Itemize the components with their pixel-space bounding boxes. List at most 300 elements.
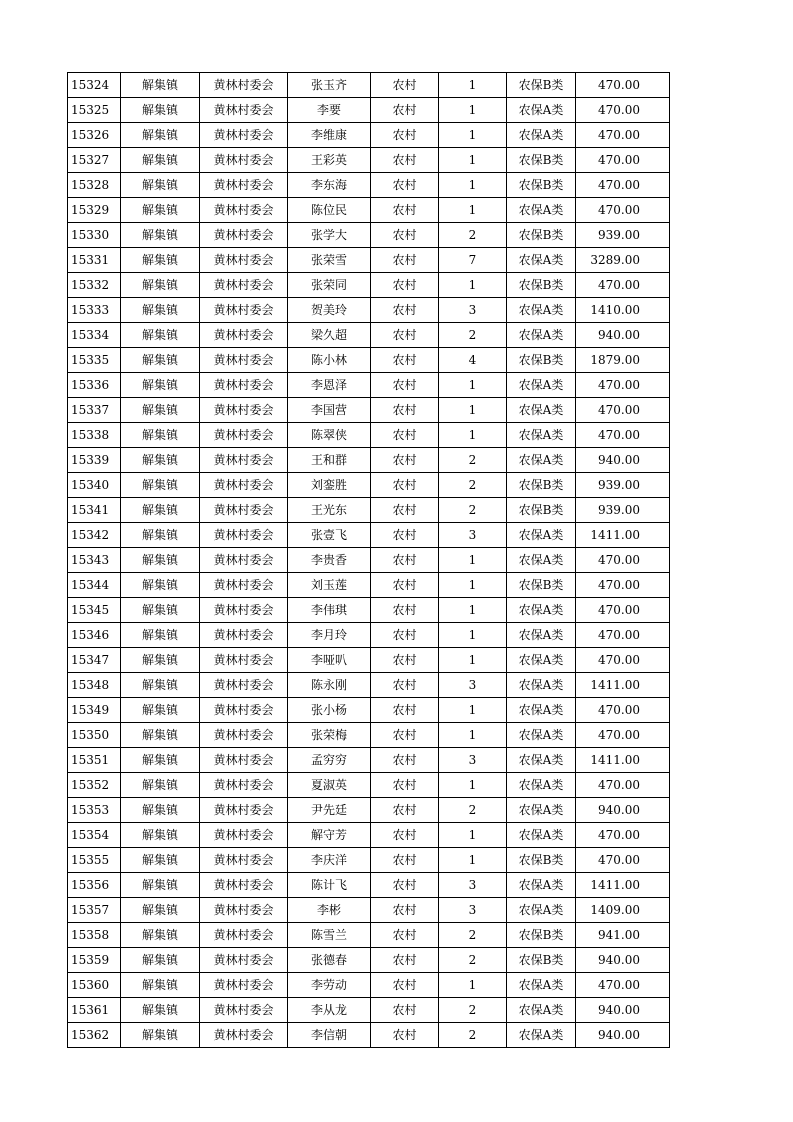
amount-cell: 470.00 (576, 198, 670, 223)
record-id-cell: 15334 (68, 323, 121, 348)
town-name-cell: 解集镇 (121, 98, 200, 123)
amount-cell: 939.00 (576, 498, 670, 523)
person-name-cell: 李庆洋 (288, 848, 371, 873)
area-type-cell: 农村 (371, 798, 439, 823)
insurance-category-cell: 农保A类 (507, 748, 576, 773)
record-id-cell: 15352 (68, 773, 121, 798)
person-name-cell: 李从龙 (288, 998, 371, 1023)
village-committee-cell: 黄林村委会 (200, 873, 288, 898)
household-count-cell: 1 (439, 823, 507, 848)
village-committee-cell: 黄林村委会 (200, 73, 288, 98)
amount-cell: 941.00 (576, 923, 670, 948)
village-committee-cell: 黄林村委会 (200, 473, 288, 498)
town-name-cell: 解集镇 (121, 673, 200, 698)
village-committee-cell: 黄林村委会 (200, 298, 288, 323)
village-committee-cell: 黄林村委会 (200, 423, 288, 448)
town-name-cell: 解集镇 (121, 348, 200, 373)
town-name-cell: 解集镇 (121, 198, 200, 223)
person-name-cell: 张小杨 (288, 698, 371, 723)
amount-cell: 940.00 (576, 323, 670, 348)
amount-cell: 1410.00 (576, 298, 670, 323)
record-id-cell: 15329 (68, 198, 121, 223)
area-type-cell: 农村 (371, 748, 439, 773)
household-count-cell: 2 (439, 498, 507, 523)
person-name-cell: 李哑叭 (288, 648, 371, 673)
insurance-category-cell: 农保A类 (507, 998, 576, 1023)
person-name-cell: 刘銮胜 (288, 473, 371, 498)
insurance-category-cell: 农保A类 (507, 773, 576, 798)
table-row (68, 423, 670, 448)
amount-cell: 1411.00 (576, 673, 670, 698)
household-count-cell: 2 (439, 948, 507, 973)
household-count-cell: 1 (439, 723, 507, 748)
town-name-cell: 解集镇 (121, 848, 200, 873)
household-count-cell: 1 (439, 848, 507, 873)
household-count-cell: 7 (439, 248, 507, 273)
town-name-cell: 解集镇 (121, 223, 200, 248)
insurance-category-cell: 农保A类 (507, 873, 576, 898)
household-count-cell: 3 (439, 298, 507, 323)
table-row (68, 448, 670, 473)
person-name-cell: 张荣雪 (288, 248, 371, 273)
village-committee-cell: 黄林村委会 (200, 548, 288, 573)
person-name-cell: 王光东 (288, 498, 371, 523)
amount-cell: 470.00 (576, 398, 670, 423)
town-name-cell: 解集镇 (121, 498, 200, 523)
person-name-cell: 张荣同 (288, 273, 371, 298)
insurance-category-cell: 农保A类 (507, 123, 576, 148)
village-committee-cell: 黄林村委会 (200, 448, 288, 473)
village-committee-cell: 黄林村委会 (200, 573, 288, 598)
village-committee-cell: 黄林村委会 (200, 148, 288, 173)
household-count-cell: 1 (439, 973, 507, 998)
area-type-cell: 农村 (371, 698, 439, 723)
person-name-cell: 李东海 (288, 173, 371, 198)
insurance-category-cell: 农保B类 (507, 148, 576, 173)
table-row (68, 998, 670, 1023)
insurance-category-cell: 农保A类 (507, 523, 576, 548)
area-type-cell: 农村 (371, 423, 439, 448)
village-committee-cell: 黄林村委会 (200, 373, 288, 398)
person-name-cell: 解守芳 (288, 823, 371, 848)
insurance-category-cell: 农保A类 (507, 248, 576, 273)
amount-cell: 470.00 (576, 73, 670, 98)
village-committee-cell: 黄林村委会 (200, 623, 288, 648)
town-name-cell: 解集镇 (121, 623, 200, 648)
person-name-cell: 贺美玲 (288, 298, 371, 323)
amount-cell: 940.00 (576, 948, 670, 973)
village-committee-cell: 黄林村委会 (200, 898, 288, 923)
record-id-cell: 15344 (68, 573, 121, 598)
town-name-cell: 解集镇 (121, 573, 200, 598)
table-row (68, 873, 670, 898)
area-type-cell: 农村 (371, 73, 439, 98)
table-row (68, 648, 670, 673)
person-name-cell: 李要 (288, 98, 371, 123)
insurance-category-cell: 农保A类 (507, 723, 576, 748)
town-name-cell: 解集镇 (121, 898, 200, 923)
record-id-cell: 15357 (68, 898, 121, 923)
amount-cell: 939.00 (576, 223, 670, 248)
table-row (68, 698, 670, 723)
area-type-cell: 农村 (371, 223, 439, 248)
insurance-category-cell: 农保B类 (507, 923, 576, 948)
village-committee-cell: 黄林村委会 (200, 723, 288, 748)
amount-cell: 470.00 (576, 573, 670, 598)
amount-cell: 470.00 (576, 548, 670, 573)
village-committee-cell: 黄林村委会 (200, 748, 288, 773)
table-row (68, 398, 670, 423)
record-id-cell: 15348 (68, 673, 121, 698)
table-row (68, 198, 670, 223)
amount-cell: 1411.00 (576, 873, 670, 898)
area-type-cell: 农村 (371, 98, 439, 123)
insurance-category-cell: 农保A类 (507, 698, 576, 723)
table-row (68, 473, 670, 498)
record-id-cell: 15341 (68, 498, 121, 523)
household-count-cell: 1 (439, 398, 507, 423)
area-type-cell: 农村 (371, 848, 439, 873)
area-type-cell: 农村 (371, 273, 439, 298)
household-count-cell: 3 (439, 748, 507, 773)
household-count-cell: 1 (439, 98, 507, 123)
town-name-cell: 解集镇 (121, 973, 200, 998)
amount-cell: 470.00 (576, 773, 670, 798)
insurance-category-cell: 农保B类 (507, 273, 576, 298)
table-row (68, 323, 670, 348)
record-id-cell: 15356 (68, 873, 121, 898)
record-id-cell: 15343 (68, 548, 121, 573)
record-id-cell: 15340 (68, 473, 121, 498)
insurance-category-cell: 农保A类 (507, 823, 576, 848)
area-type-cell: 农村 (371, 973, 439, 998)
town-name-cell: 解集镇 (121, 748, 200, 773)
village-committee-cell: 黄林村委会 (200, 98, 288, 123)
record-id-cell: 15324 (68, 73, 121, 98)
amount-cell: 1409.00 (576, 898, 670, 923)
amount-cell: 470.00 (576, 698, 670, 723)
table-row (68, 223, 670, 248)
household-count-cell: 1 (439, 698, 507, 723)
area-type-cell: 农村 (371, 673, 439, 698)
household-count-cell: 4 (439, 348, 507, 373)
town-name-cell: 解集镇 (121, 523, 200, 548)
village-committee-cell: 黄林村委会 (200, 223, 288, 248)
town-name-cell: 解集镇 (121, 948, 200, 973)
town-name-cell: 解集镇 (121, 723, 200, 748)
town-name-cell: 解集镇 (121, 148, 200, 173)
household-count-cell: 1 (439, 73, 507, 98)
household-count-cell: 1 (439, 773, 507, 798)
area-type-cell: 农村 (371, 298, 439, 323)
household-count-cell: 1 (439, 173, 507, 198)
town-name-cell: 解集镇 (121, 698, 200, 723)
household-count-cell: 2 (439, 1023, 507, 1048)
household-count-cell: 2 (439, 998, 507, 1023)
record-id-cell: 15355 (68, 848, 121, 873)
insurance-category-cell: 农保B类 (507, 473, 576, 498)
area-type-cell: 农村 (371, 198, 439, 223)
town-name-cell: 解集镇 (121, 173, 200, 198)
record-id-cell: 15338 (68, 423, 121, 448)
area-type-cell: 农村 (371, 648, 439, 673)
household-count-cell: 1 (439, 623, 507, 648)
household-count-cell: 1 (439, 273, 507, 298)
area-type-cell: 农村 (371, 898, 439, 923)
record-id-cell: 15339 (68, 448, 121, 473)
insurance-category-cell: 农保A类 (507, 373, 576, 398)
village-committee-cell: 黄林村委会 (200, 273, 288, 298)
area-type-cell: 农村 (371, 948, 439, 973)
table-row (68, 573, 670, 598)
area-type-cell: 农村 (371, 348, 439, 373)
area-type-cell: 农村 (371, 923, 439, 948)
village-committee-cell: 黄林村委会 (200, 823, 288, 848)
area-type-cell: 农村 (371, 123, 439, 148)
record-id-cell: 15349 (68, 698, 121, 723)
insurance-category-cell: 农保A类 (507, 973, 576, 998)
table-row (68, 298, 670, 323)
amount-cell: 470.00 (576, 648, 670, 673)
amount-cell: 1411.00 (576, 523, 670, 548)
village-committee-cell: 黄林村委会 (200, 1023, 288, 1048)
person-name-cell: 陈位民 (288, 198, 371, 223)
town-name-cell: 解集镇 (121, 998, 200, 1023)
record-id-cell: 15335 (68, 348, 121, 373)
record-id-cell: 15330 (68, 223, 121, 248)
village-committee-cell: 黄林村委会 (200, 323, 288, 348)
record-id-cell: 15347 (68, 648, 121, 673)
table-row (68, 273, 670, 298)
amount-cell: 940.00 (576, 998, 670, 1023)
person-name-cell: 张德春 (288, 948, 371, 973)
household-count-cell: 3 (439, 898, 507, 923)
table-row (68, 898, 670, 923)
record-id-cell: 15325 (68, 98, 121, 123)
table-row (68, 148, 670, 173)
table-row (68, 248, 670, 273)
person-name-cell: 李国营 (288, 398, 371, 423)
amount-cell: 470.00 (576, 723, 670, 748)
area-type-cell: 农村 (371, 623, 439, 648)
household-count-cell: 1 (439, 423, 507, 448)
insurance-category-cell: 农保B类 (507, 348, 576, 373)
table-row (68, 98, 670, 123)
town-name-cell: 解集镇 (121, 648, 200, 673)
village-committee-cell: 黄林村委会 (200, 948, 288, 973)
person-name-cell: 李劳动 (288, 973, 371, 998)
person-name-cell: 孟穷穷 (288, 748, 371, 773)
area-type-cell: 农村 (371, 573, 439, 598)
area-type-cell: 农村 (371, 523, 439, 548)
insurance-category-cell: 农保A类 (507, 548, 576, 573)
town-name-cell: 解集镇 (121, 423, 200, 448)
insurance-category-cell: 农保B类 (507, 948, 576, 973)
household-count-cell: 2 (439, 223, 507, 248)
household-count-cell: 2 (439, 473, 507, 498)
insurance-category-cell: 农保A类 (507, 448, 576, 473)
insurance-category-cell: 农保A类 (507, 423, 576, 448)
village-committee-cell: 黄林村委会 (200, 173, 288, 198)
insurance-category-cell: 农保A类 (507, 648, 576, 673)
village-committee-cell: 黄林村委会 (200, 998, 288, 1023)
household-count-cell: 1 (439, 198, 507, 223)
table-row (68, 548, 670, 573)
person-name-cell: 李月玲 (288, 623, 371, 648)
record-id-cell: 15353 (68, 798, 121, 823)
town-name-cell: 解集镇 (121, 448, 200, 473)
insurance-category-cell: 农保B类 (507, 223, 576, 248)
table-row (68, 773, 670, 798)
town-name-cell: 解集镇 (121, 598, 200, 623)
insurance-category-cell: 农保A类 (507, 98, 576, 123)
table-row (68, 973, 670, 998)
record-id-cell: 15361 (68, 998, 121, 1023)
household-count-cell: 2 (439, 923, 507, 948)
household-count-cell: 2 (439, 798, 507, 823)
record-id-cell: 15351 (68, 748, 121, 773)
town-name-cell: 解集镇 (121, 273, 200, 298)
village-committee-cell: 黄林村委会 (200, 973, 288, 998)
village-committee-cell: 黄林村委会 (200, 123, 288, 148)
town-name-cell: 解集镇 (121, 373, 200, 398)
person-name-cell: 陈小林 (288, 348, 371, 373)
area-type-cell: 农村 (371, 248, 439, 273)
insurance-category-cell: 农保A类 (507, 623, 576, 648)
amount-cell: 470.00 (576, 623, 670, 648)
town-name-cell: 解集镇 (121, 1023, 200, 1048)
record-id-cell: 15332 (68, 273, 121, 298)
table-row (68, 73, 670, 98)
amount-cell: 470.00 (576, 973, 670, 998)
insurance-category-cell: 农保A类 (507, 323, 576, 348)
area-type-cell: 农村 (371, 498, 439, 523)
village-committee-cell: 黄林村委会 (200, 198, 288, 223)
household-count-cell: 1 (439, 373, 507, 398)
person-name-cell: 梁久超 (288, 323, 371, 348)
insurance-category-cell: 农保A类 (507, 1023, 576, 1048)
village-committee-cell: 黄林村委会 (200, 648, 288, 673)
household-count-cell: 1 (439, 548, 507, 573)
town-name-cell: 解集镇 (121, 73, 200, 98)
area-type-cell: 农村 (371, 773, 439, 798)
amount-cell: 470.00 (576, 123, 670, 148)
household-count-cell: 3 (439, 673, 507, 698)
village-committee-cell: 黄林村委会 (200, 248, 288, 273)
town-name-cell: 解集镇 (121, 473, 200, 498)
area-type-cell: 农村 (371, 373, 439, 398)
area-type-cell: 农村 (371, 173, 439, 198)
village-committee-cell: 黄林村委会 (200, 398, 288, 423)
record-id-cell: 15336 (68, 373, 121, 398)
table-row (68, 598, 670, 623)
insurance-category-cell: 农保A类 (507, 798, 576, 823)
household-count-cell: 1 (439, 648, 507, 673)
table-row (68, 948, 670, 973)
record-id-cell: 15362 (68, 1023, 121, 1048)
insurance-category-cell: 农保A类 (507, 898, 576, 923)
table-row (68, 1023, 670, 1048)
area-type-cell: 农村 (371, 873, 439, 898)
record-id-cell: 15360 (68, 973, 121, 998)
town-name-cell: 解集镇 (121, 773, 200, 798)
table-row (68, 723, 670, 748)
amount-cell: 470.00 (576, 848, 670, 873)
record-id-cell: 15326 (68, 123, 121, 148)
area-type-cell: 农村 (371, 1023, 439, 1048)
town-name-cell: 解集镇 (121, 323, 200, 348)
person-name-cell: 夏淑英 (288, 773, 371, 798)
person-name-cell: 尹先廷 (288, 798, 371, 823)
table-body (68, 73, 670, 1048)
household-count-cell: 1 (439, 123, 507, 148)
village-committee-cell: 黄林村委会 (200, 923, 288, 948)
village-committee-cell: 黄林村委会 (200, 348, 288, 373)
town-name-cell: 解集镇 (121, 398, 200, 423)
table-row (68, 623, 670, 648)
household-count-cell: 1 (439, 148, 507, 173)
person-name-cell: 李信朝 (288, 1023, 371, 1048)
insurance-category-cell: 农保A类 (507, 673, 576, 698)
town-name-cell: 解集镇 (121, 873, 200, 898)
record-id-cell: 15342 (68, 523, 121, 548)
table-row (68, 798, 670, 823)
insurance-category-cell: 农保A类 (507, 598, 576, 623)
amount-cell: 470.00 (576, 423, 670, 448)
person-name-cell: 陈雪兰 (288, 923, 371, 948)
area-type-cell: 农村 (371, 598, 439, 623)
household-count-cell: 2 (439, 323, 507, 348)
household-count-cell: 1 (439, 598, 507, 623)
amount-cell: 1879.00 (576, 348, 670, 373)
record-id-cell: 15327 (68, 148, 121, 173)
table-row (68, 673, 670, 698)
insurance-category-cell: 农保B类 (507, 573, 576, 598)
insurance-category-cell: 农保B类 (507, 498, 576, 523)
town-name-cell: 解集镇 (121, 548, 200, 573)
amount-cell: 470.00 (576, 148, 670, 173)
record-id-cell: 15358 (68, 923, 121, 948)
village-committee-cell: 黄林村委会 (200, 798, 288, 823)
insurance-category-cell: 农保A类 (507, 298, 576, 323)
person-name-cell: 陈计飞 (288, 873, 371, 898)
household-count-cell: 3 (439, 873, 507, 898)
person-name-cell: 李伟琪 (288, 598, 371, 623)
record-id-cell: 15346 (68, 623, 121, 648)
table-row (68, 523, 670, 548)
table-row (68, 748, 670, 773)
person-name-cell: 刘玉莲 (288, 573, 371, 598)
town-name-cell: 解集镇 (121, 798, 200, 823)
area-type-cell: 农村 (371, 998, 439, 1023)
insurance-category-cell: 农保A类 (507, 398, 576, 423)
amount-cell: 470.00 (576, 173, 670, 198)
area-type-cell: 农村 (371, 473, 439, 498)
record-id-cell: 15337 (68, 398, 121, 423)
household-count-cell: 2 (439, 448, 507, 473)
area-type-cell: 农村 (371, 548, 439, 573)
town-name-cell: 解集镇 (121, 298, 200, 323)
table-row (68, 373, 670, 398)
person-name-cell: 陈翠侠 (288, 423, 371, 448)
village-committee-cell: 黄林村委会 (200, 523, 288, 548)
amount-cell: 1411.00 (576, 748, 670, 773)
amount-cell: 940.00 (576, 798, 670, 823)
person-name-cell: 张学大 (288, 223, 371, 248)
area-type-cell: 农村 (371, 823, 439, 848)
area-type-cell: 农村 (371, 323, 439, 348)
insurance-category-cell: 农保B类 (507, 73, 576, 98)
